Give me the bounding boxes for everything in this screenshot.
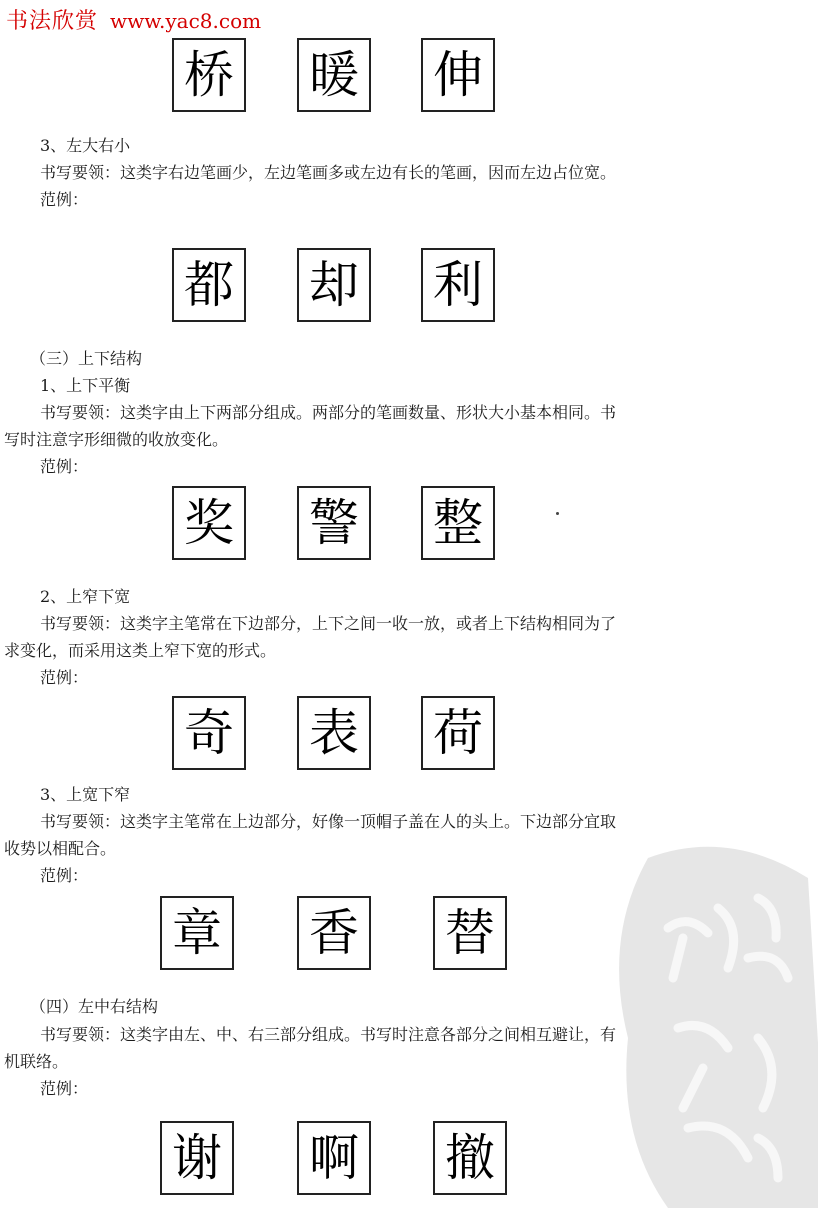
seal-watermark xyxy=(608,838,818,1208)
example-label: 范例： xyxy=(40,457,89,476)
example-char: 桥 xyxy=(172,38,246,112)
example-label: 范例： xyxy=(40,866,89,885)
section-body: 书写要领：这类字右边笔画少，左边笔画多或左边有长的笔画，因而左边占位宽。 xyxy=(40,163,617,182)
example-char: 撤 xyxy=(433,1121,507,1195)
example-char: 暖 xyxy=(297,38,371,112)
example-char: 伸 xyxy=(421,38,495,112)
example-char: 章 xyxy=(160,896,234,970)
section-body: 写时注意字形细微的收放变化。 xyxy=(4,430,229,449)
site-header xyxy=(6,6,261,36)
section-body: 求变化，而采用这类上窄下宽的形式。 xyxy=(4,641,277,660)
example-label: 范例： xyxy=(40,1079,89,1098)
section-heading: 1、上下平衡 xyxy=(40,376,131,395)
example-char: 警 xyxy=(297,486,371,560)
example-char: 啊 xyxy=(297,1121,371,1195)
section-heading: 2、上窄下宽 xyxy=(40,587,131,606)
section-body: 收势以相配合。 xyxy=(4,839,117,858)
section-heading: 3、左大右小 xyxy=(40,136,131,155)
section-body: 机联络。 xyxy=(4,1052,69,1071)
example-char: 替 xyxy=(433,896,507,970)
example-char: 却 xyxy=(297,248,371,322)
example-char: 整 xyxy=(421,486,495,560)
example-char: 奇 xyxy=(172,696,246,770)
part-heading: （三）上下结构 xyxy=(30,349,143,368)
part-heading: （四）左中右结构 xyxy=(30,997,159,1016)
section-body: 书写要领：这类字主笔常在下边部分，上下之间一收一放，或者上下结构相同为了 xyxy=(40,614,617,633)
example-char: 奖 xyxy=(172,486,246,560)
example-char: 表 xyxy=(297,696,371,770)
section-heading: 3、上宽下窄 xyxy=(40,785,131,804)
section-body: 书写要领：这类字由左、中、右三部分组成。书写时注意各部分之间相互避让，有 xyxy=(40,1025,617,1044)
example-char: 都 xyxy=(172,248,246,322)
example-char: 荷 xyxy=(421,696,495,770)
section-body: 书写要领：这类字主笔常在上边部分，好像一顶帽子盖在人的头上。下边部分宜取 xyxy=(40,812,617,831)
example-char: 谢 xyxy=(160,1121,234,1195)
example-char: 香 xyxy=(297,896,371,970)
section-body: 书写要领：这类字由上下两部分组成。两部分的笔画数量、形状大小基本相同。书 xyxy=(40,403,617,422)
example-label: 范例： xyxy=(40,668,89,687)
example-label: 范例： xyxy=(40,190,89,209)
site-title: 书法欣赏 xyxy=(6,9,99,34)
scan-speck xyxy=(556,512,559,515)
example-char: 利 xyxy=(421,248,495,322)
site-url[interactable]: www.yac8.com xyxy=(110,9,262,33)
